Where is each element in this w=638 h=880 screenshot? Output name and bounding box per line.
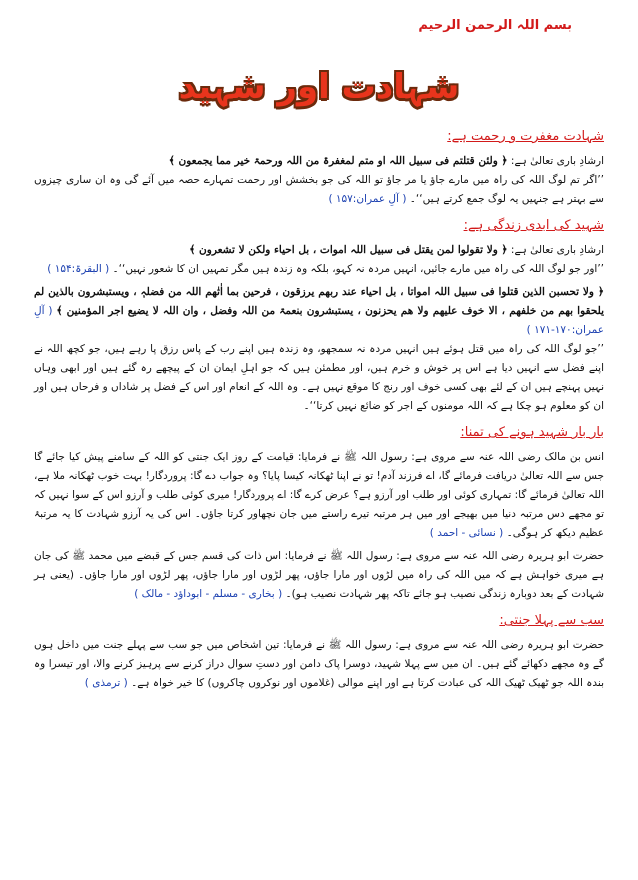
verse-block-2 <box>34 241 604 260</box>
hadith-text: حضرت ابو ہریرہ رضی اللہ عنہ سے مروی ہے: رسول اللہ ﷺ نے فرمایا: اس ذات کی قسم جس کے قبضے میں محمد ﷺ کی جان ہے میری خواہش ہے کہ میں اللہ کی راہ میں لڑوں اور مارا جاؤں، پھر لڑوں اور مارا جاؤں، پھر لڑوں اور مارا جاؤں۔ (یعنی ہر شہادت کے بعد دوبارہ زندگی نصیب ہو جائے تاکہ پھر شہادت نصیب ہو)۔ <box>34 550 604 600</box>
arabic-verse: ﴿ ولئن قتلتم فی سبیل اللہ او متم لمغفرۃ من اللہ ورحمۃ خیر مما یجمعون ﴾ <box>168 155 508 167</box>
verse-translation: ’’اور جو لوگ اللہ کی راہ میں مارے جائیں، انہیں مردہ نہ کہو، بلکہ وہ زندہ ہیں مگر تمہیں ان کا شعور نہیں‘‘۔ <box>112 263 604 275</box>
section-heading-mercy: شہادت مغفرت و رحمت ہے: <box>447 129 604 144</box>
title-banner <box>0 66 638 107</box>
verse-block-3 <box>34 283 604 340</box>
verse-translation: ’’اگر تم لوگ اللہ کی راہ میں مارے جاؤ یا مر جاؤ تو اللہ کی جو بخشش اور رحمت تمہارے حصہ میں آئے گی وہ ان ساری چیزوں سے بہتر ہے جنہیں یہ لوگ جمع کرتے ہیں‘‘۔ <box>34 174 604 205</box>
verse-intro: ارشادِ باری تعالیٰ ہے: <box>510 155 604 167</box>
translation-block-3 <box>34 340 604 416</box>
translation-block-1 <box>34 171 604 209</box>
hadith-reference: ( نسائی - احمد ) <box>429 527 504 539</box>
section-heading-eternal-life: شہید کی ابدی زندگی ہے: <box>463 218 604 233</box>
verse-block-1 <box>34 152 604 171</box>
hadith-reference: ( بخاری - مسلم - ابوداؤد - مالک ) <box>134 588 283 600</box>
hadith-block-3 <box>34 636 604 693</box>
arabic-verse: ﴿ ولا تقولوا لمن یقتل فی سبیل اللہ اموات ، بل احیاء ولکن لا تشعرون ﴾ <box>189 244 508 256</box>
verse-reference: ( آلِ عمران:۱۷۰-۱۷۱ ) <box>34 305 604 336</box>
hadith-text: انس بن مالک رضی اللہ عنہ سے مروی ہے: رسول اللہ ﷺ نے فرمایا: قیامت کے روز ایک جنتی کو اللہ کے سامنے پیش کیا جائے گا جس سے اللہ تعالیٰ دریافت فرمائے گا، اے فرزند آدم! تو نے اپنا ٹھکانہ کیسا پایا؟ وہ جواب دے گا: پروردگار! بہت خوب ٹھکانہ ملا ہے، اللہ تعالیٰ فرمائے گا: تمہاری کوئی اور طلب اور آرزو ہے؟ عرض کرے گا: اے پروردگار! میری کوئی طلب و آرزو اس کے سوا نہیں کہ تو مجھے دس مرتبہ دنیا میں بھیجے اور میں ہر مرتبہ تیرے راستے میں جان نچھاور کرتا جاؤں۔ اس کی یہ آرزو شہادت کا یہ مرتبۂ عظیم دیکھ کر ہوگی۔ <box>34 451 604 539</box>
section-heading-repeated-martyrdom: بار بار شہید ہونے کی تمنا: <box>460 425 604 440</box>
basmala: بسم اللہ الرحمن الرحیم <box>418 18 572 33</box>
hadith-text: حضرت ابو ہریرہ رضی اللہ عنہ سے مروی ہے: رسول اللہ ﷺ نے فرمایا: تین اشخاص میں جو سب سے پہلے جنت میں داخل ہوں گے وہ مجھے دکھائے گئے ہیں۔ ان میں سے پہلا شہید، دوسرا پاک دامن اور دستِ سوال دراز کرنے سے پرہیز کرنے والا، اور تیسرا وہ بندہ اللہ جو ٹھیک ٹھیک اللہ کی عبادت کرتا ہے اور اپنے موالی (غلاموں اور نوکروں چاکروں) کا خیر خواہ ہے۔ <box>34 639 604 689</box>
section-heading-first-in-paradise: سب سے پہلا جنتی: <box>499 613 604 628</box>
hadith-reference: ( ترمذی ) <box>84 677 128 689</box>
hadith-block-2 <box>34 547 604 604</box>
hadith-block-1 <box>34 448 604 543</box>
arabic-verse: ﴿ ولا تحسبن الذین قتلوا فی سبیل اللہ امواتا ، بل احیاء عند ربھم یرزقون ، فرحین بما اٰتٰھم اللہ من فضلہٖ ، ویستبشرون بالذین لم یلحقوا بھم من خلفھم ، الا خوف علیھم ولا ھم یحزنون ، یستبشرون بنعمۃ من اللہ وفضل ، وان اللہ لا یضیع اجر المؤمنین ﴾ <box>34 286 605 317</box>
verse-intro: ارشادِ باری تعالیٰ ہے: <box>510 244 604 256</box>
verse-reference: ( البقرۃ:۱۵۴ ) <box>47 263 110 275</box>
page-title: شہادت اور شہید <box>178 67 460 107</box>
translation-block-2 <box>34 260 604 279</box>
verse-reference: ( آلِ عمران:۱۵۷ ) <box>328 193 407 205</box>
document-body <box>34 128 604 693</box>
verse-translation: ’’جو لوگ اللہ کی راہ میں قتل ہوئے ہیں انہیں مردہ نہ سمجھو، وہ زندہ ہیں اپنے رب کے پاس رزق پا رہے ہیں، جو کچھ اللہ نے اپنے فضل سے انہیں دیا ہے اس پر خوش و خرم ہیں، اور مطمئن ہیں کہ جو اہلِ ایمان ان کے پیچھے رہ گئے ہیں اور ابھی وہاں نہیں پہنچے ہیں ان کے لئے بھی کسی خوف اور رنج کا موقع نہیں ہے۔ وہ اللہ کے انعام اور اس کے فضل پر شاداں و فرحاں ہیں اور ان کو معلوم ہو چکا ہے کہ اللہ مومنوں کے اجر کو ضائع نہیں کرتا‘‘۔ <box>34 343 604 412</box>
